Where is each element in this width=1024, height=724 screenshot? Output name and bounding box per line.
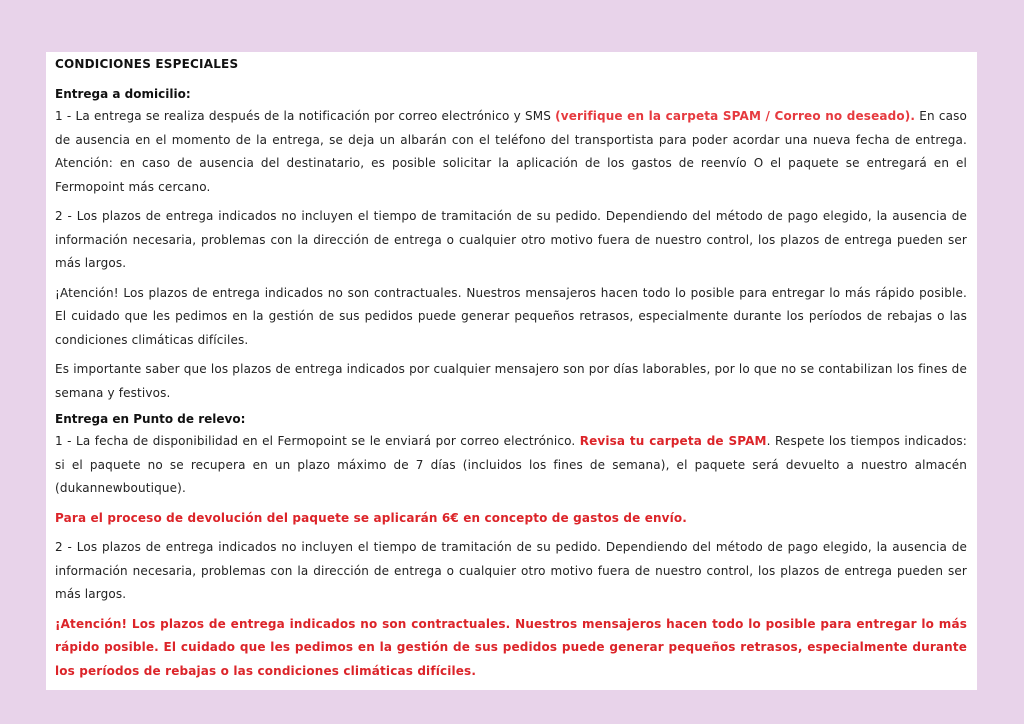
relay-point-heading [55,411,967,427]
spam-folder-notice: (verifique en la carpeta SPAM / Correo no deseado). [555,109,916,123]
relay-point-p1-text: 1 - La fecha de disponibilidad en el Fermopoint se le enviará por correo electrónico. [55,434,580,448]
home-delivery-heading-text: Entrega a domicilio [55,87,186,101]
relay-point-warning: ¡Atención! Los plazos de entrega indicados no son contractuales. Nuestros mensajeros hacen todo lo posible para entregar lo más rápido posible. El cuidado que les pedimos en la gestión de sus pedidos puede generar pequeños retrasos, especialmente durante los períodos de rebajas o las condiciones climáticas difíciles. [55,616,967,678]
relay-point-heading-text: Entrega en Punto de relevo [55,412,241,426]
home-delivery-p1-text: 1 - La entrega se realiza después de la notificación por correo electrónico y SMS [55,109,556,123]
home-delivery-paragraph-3: ¡Atención! Los plazos de entrega indicados no son contractuales. Nuestros mensajeros hacen todo lo posible para entregar lo más rápido posible. El cuidado que les pedimos en la gestión de sus pedidos puede generar pequeños retrasos, especialmente durante los períodos de rebajas o las condiciones climáticas difíciles. [55,285,967,347]
relay-point-heading-suffix: : [240,412,246,426]
home-delivery-paragraph-1 [55,105,967,199]
relay-point-paragraph-2: 2 - Los plazos de entrega indicados no incluyen el tiempo de tramitación de su pedido. Dependiendo del método de pago elegido, la ausencia de información necesaria, problemas con la dirección de entrega o cualquier otro motivo fuera de nuestro control, los plazos de entrega pueden ser más largos. [55,540,967,601]
home-delivery-heading-suffix: : [185,87,191,101]
spam-folder-reminder: Revisa tu carpeta de SPAM [579,434,767,448]
page-title: CONDICIONES ESPECIALES [55,57,239,71]
return-fee-notice: Para el proceso de devolución del paquete se aplicarán 6€ en concepto de gastos de envío. [55,510,688,525]
home-delivery-paragraph-2: 2 - Los plazos de entrega indicados no incluyen el tiempo de tramitación de su pedido. Dependiendo del método de pago elegido, la ausencia de información necesaria, problemas con la dirección de entrega o cualquier otro motivo fuera de nuestro control, los plazos de entrega pueden ser más largos. [55,209,967,270]
home-delivery-heading [55,86,967,102]
relay-point-paragraph-1 [55,430,967,501]
relay-point-p1-rest: . Respete los tiempos indicados: si el paquete no se recupera en un plazo máximo de 7 días (incluidos los fines de semana), el paquete será devuelto a nuestro almacén (dukannewboutique). [55,434,968,495]
home-delivery-p1-rest: En caso de ausencia en el momento de la entrega, se deja un albarán con el teléfono del transportista para poder acordar una nueva fecha de entrega. Atención: en caso de ausencia del destinatario, es posible solicitar la aplicación de los gastos de reenvío O el paquete se entregará en el Fermopoint más cercano. [55,109,968,194]
conditions-card [46,52,977,690]
home-delivery-paragraph-4: Es importante saber que los plazos de entrega indicados por cualquier mensajero son por días laborables, por lo que no se contabilizan los fines de semana y festivos. [55,362,967,400]
